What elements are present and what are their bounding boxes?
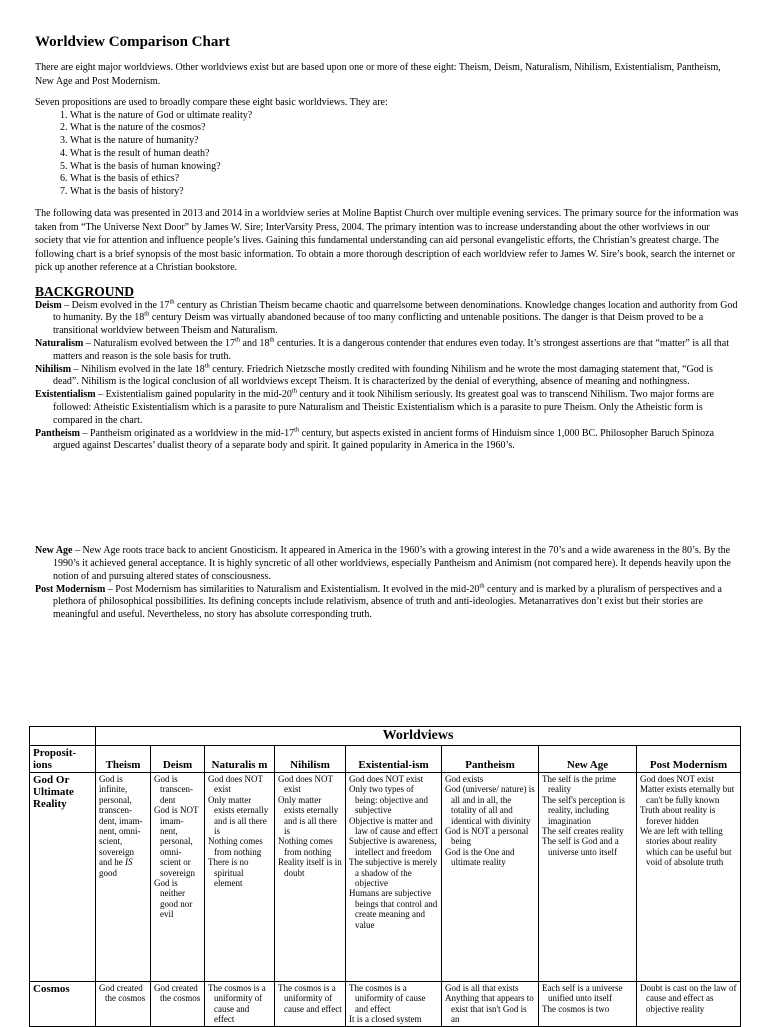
cell-line: Matter exists eternally but can't be fully known bbox=[640, 784, 735, 805]
cell-line: The self is the prime reality bbox=[542, 774, 616, 795]
background-post-modernism: Post Modernism – Post Modernism has similarities to Naturalism and Existentialism. It evolved in the mid-20th century and is marked by a pluralism of perspectives and a plethora of philosophical possibilities. Its defining concepts include relativism, absence of truth and anti-ideologies. Metanarratives don’t exist but their stories are meaningful and useful. Nevertheless, no story has absolute corresponding truth. bbox=[35, 582, 722, 621]
list-item: 4. What is the result of human death? bbox=[70, 148, 740, 161]
cell-line: Subjective is awareness, intellect and freedom bbox=[349, 836, 437, 857]
header-new-age: New Age bbox=[539, 746, 637, 773]
header-existentialism: Existential-ism bbox=[346, 746, 442, 773]
cell-line: God does NOT exist bbox=[208, 774, 263, 795]
cell-deism-god bbox=[151, 773, 205, 982]
list-item: 5. What is the basis of human knowing? bbox=[70, 161, 740, 174]
cell-line: The self is God and a universe unto itself bbox=[542, 836, 619, 857]
cell-line: Humans are subjective beings that control and create meaning and value bbox=[349, 888, 438, 930]
cell-pantheism-god bbox=[442, 773, 539, 982]
cell-line: Reality itself is in doubt bbox=[278, 857, 342, 878]
cell-line: God is transcen-dent bbox=[154, 774, 193, 805]
term-label: Deism bbox=[35, 299, 62, 311]
background-pantheism: Pantheism – Pantheism originated as a worldview in the mid-17th century, but aspects existed in ancient forms of Hinduism since 1,000 BC. Philosopher Baruch Spinoza argued against Descartes’ dualist theory of a separate body and spirit. It gained popularity in America in the 1960’s. bbox=[35, 426, 715, 452]
list-item: 7. What is the basis of history? bbox=[70, 186, 740, 199]
cell-line: Doubt is cast on the law of cause and effect as objective reality bbox=[640, 983, 737, 1014]
document-page bbox=[35, 32, 740, 622]
cell-line: God (universe/ nature) is all and in all, the totality of all and identical with divinity bbox=[445, 784, 535, 826]
background-nihilism: Nihilism – Nihilism evolved in the late 18th century. Friedrich Nietzsche mostly credited with founding Nihilism and he wrote the most damaging statement that, “God is dead”. Nihilism is the logical conclusion of all worldviews except Theism. It is characterized by the denial of everything, absence of meaning and nothingness. bbox=[35, 362, 713, 388]
table-title: Worldviews bbox=[96, 727, 741, 746]
header-deism: Deism bbox=[151, 746, 205, 773]
cell-line: We are left with telling stories about reality which can be useful but void of absolute truth bbox=[640, 826, 732, 868]
background-deism: Deism – Deism evolved in the 17th century as Christian Theism became chaotic and quarrelsome between denominations. Knowledge changes location and authority from God to humanity. By the 18th century Deism was virtually abandoned because of too many conflicting and untenable positions. The danger is that Deism proved to be a transitional worldview between Theism and Naturalism. bbox=[35, 298, 738, 337]
header-post-modernism: Post Modernism bbox=[637, 746, 741, 773]
cell-line: God does NOT exist bbox=[278, 774, 333, 795]
cell-line: God exists bbox=[445, 774, 484, 784]
term-label: Existentialism bbox=[35, 389, 96, 401]
cell-line: The subjective is merely a shadow of the objective bbox=[349, 857, 438, 889]
cell-new-age-god bbox=[539, 773, 637, 982]
cell-line: The cosmos is a uniformity of cause and effect bbox=[278, 983, 342, 1014]
cell-line: Nothing comes from nothing bbox=[278, 836, 333, 857]
term-label: Post Modernism bbox=[35, 583, 106, 595]
cell-line: God is NOT a personal being bbox=[445, 826, 529, 847]
cell-line: Only matter exists eternally and is all there is bbox=[208, 794, 269, 837]
cell-line: Nothing comes from nothing bbox=[208, 836, 263, 857]
row-label-god: God Or Ultimate Reality bbox=[30, 773, 96, 982]
cell-line: God is all that exists bbox=[445, 983, 519, 993]
cell-line: Truth about reality is forever hidden bbox=[640, 805, 716, 826]
cell-theism-god: God is infinite, personal, transcen-dent, imam-nent, omni-scient, sovereign and he IS good bbox=[96, 773, 151, 982]
source-paragraph: The following data was presented in 2013 and 2014 in a worldview series at Moline Baptist Church over multiple evening services. The primary source for the information was taken from “The Universe Next Door” by James W. Sire; InterVarsity Press, 2004. The primary intention was to increase understanding about the other worlviews in our society that vie for attention and influence people’s lives. Gaining this fundamental understanding can aid personal evangelistic efforts, the Christian’s greatest charge. The following chart is a brief synopsis of the most basic information. To obtain a more thorough description of each worldview refer to James W. Sire’s book, search the internet or pick up another reference at a Christian bookstore. bbox=[35, 208, 739, 274]
cell-nihilism-god bbox=[275, 773, 346, 982]
header-theism: Theism bbox=[96, 746, 151, 773]
cell-existentialism-god bbox=[346, 773, 442, 982]
table-header-row bbox=[30, 746, 741, 773]
header-propositions: Proposit-ions bbox=[30, 746, 96, 773]
list-item: 1. What is the nature of God or ultimate reality? bbox=[70, 110, 740, 123]
cell-post-modernism-god bbox=[637, 773, 741, 982]
cell-line: God created the cosmos bbox=[99, 983, 146, 1004]
cell-line: It is a closed system bbox=[349, 1014, 422, 1025]
cell-post-modernism-cosmos bbox=[637, 982, 741, 1027]
table-row bbox=[30, 773, 741, 982]
propositions-lead: Seven propositions are used to broadly compare these eight basic worldviews. They are: bbox=[35, 97, 388, 108]
cell-new-age-cosmos bbox=[539, 982, 637, 1027]
cell-nihilism-cosmos bbox=[275, 982, 346, 1027]
cell-line: The cosmos is a uniformity of cause and effect bbox=[208, 983, 266, 1025]
cell-pantheism-cosmos bbox=[442, 982, 539, 1027]
cell-line: Only matter exists eternally and is all there is bbox=[278, 794, 339, 837]
background-heading: BACKGROUND bbox=[35, 283, 135, 299]
cell-naturalism-cosmos bbox=[205, 982, 275, 1027]
cell-theism-cosmos bbox=[96, 982, 151, 1027]
cell-naturalism-god bbox=[205, 773, 275, 982]
cell-line: Only two types of being: objective and subjective bbox=[349, 784, 428, 816]
cell-line: God is NOT imam-nent, personal, omni-scient or sovereign bbox=[154, 805, 199, 878]
cell-line: The cosmos is two bbox=[542, 1003, 610, 1014]
cell-line: God created the cosmos bbox=[154, 983, 201, 1004]
background-naturalism: Naturalism – Naturalism evolved between the 17th and 18th centuries. It is a dangerous contender that endures even today. It’s strongest assertions are that “matter” is all that matters and reason is the sole basis for truth. bbox=[35, 336, 730, 362]
list-item: 2. What is the nature of the cosmos? bbox=[70, 122, 740, 135]
header-naturalism: Naturalis m bbox=[205, 746, 275, 773]
background-new-age: New Age – New Age roots trace back to ancient Gnosticism. It appeared in America in the 1960’s with a growing interest in the 70’s and a wide awareness in the 80’s. By the 1990’s it achieved general acceptance. It is highly syncretic of all other worldviews, especially Pantheism and Animism (not compared here). It depends heavily upon the notion of and pursuing altered states of consciousness. bbox=[35, 545, 731, 582]
doc-title: Worldview Comparison Chart bbox=[35, 34, 230, 50]
cell-line: The self creates reality bbox=[542, 826, 624, 837]
cell-line: God is the One and ultimate reality bbox=[445, 846, 515, 868]
cell-line: God does NOT exist bbox=[349, 774, 424, 784]
cell-line: Objective is matter and law of cause and effect bbox=[349, 815, 438, 837]
cell-line: God is neither good nor evil bbox=[154, 878, 193, 920]
list-item: 3. What is the nature of humanity? bbox=[70, 135, 740, 148]
blank-space bbox=[35, 453, 740, 545]
cell-line: Anything that appears to exist that isn't God is an bbox=[445, 993, 534, 1025]
header-nihilism: Nihilism bbox=[275, 746, 346, 773]
term-label: Pantheism bbox=[35, 427, 80, 439]
table-title-row bbox=[30, 727, 741, 746]
table-row bbox=[30, 982, 741, 1027]
cell-line: God does NOT exist bbox=[640, 774, 715, 784]
background-existentialism: Existentialism – Existentialism gained popularity in the mid-20th century and it took Nihilism seriously. Its greatest goal was to transcend Nihilism. Two major forms are followed: Atheistic Existentialism which is a parasite to pure Naturalism and Theistic Existentialism which is a parasite to pure Theism. Only the Atheistic form is compared in the chart. bbox=[35, 387, 714, 426]
row-label-cosmos: Cosmos bbox=[30, 982, 96, 1027]
cell-line: The self's perception is reality, including imagination bbox=[542, 794, 625, 826]
cell-line: Each self is a universe unified unto itself bbox=[542, 983, 623, 1004]
header-pantheism: Pantheism bbox=[442, 746, 539, 773]
list-item: 6. What is the basis of ethics? bbox=[70, 173, 740, 186]
cell-line: The cosmos is a uniformity of cause and effect bbox=[349, 983, 426, 1014]
cell-deism-cosmos bbox=[151, 982, 205, 1027]
term-label: Nihilism bbox=[35, 363, 72, 375]
term-label: New Age bbox=[35, 545, 73, 557]
propositions-list bbox=[35, 110, 740, 200]
cell-line: There is no spiritual element bbox=[208, 857, 249, 889]
term-label: Naturalism bbox=[35, 337, 84, 349]
intro-paragraph: There are eight major worldviews. Other worldviews exist but are based upon one or more of these eight: Theism, Deism, Naturalism, Nihilism, Existentialism, Pantheism, New Age and Post Modernism. bbox=[35, 62, 721, 87]
worldviews-table bbox=[29, 726, 741, 1027]
cell-existentialism-cosmos bbox=[346, 982, 442, 1027]
